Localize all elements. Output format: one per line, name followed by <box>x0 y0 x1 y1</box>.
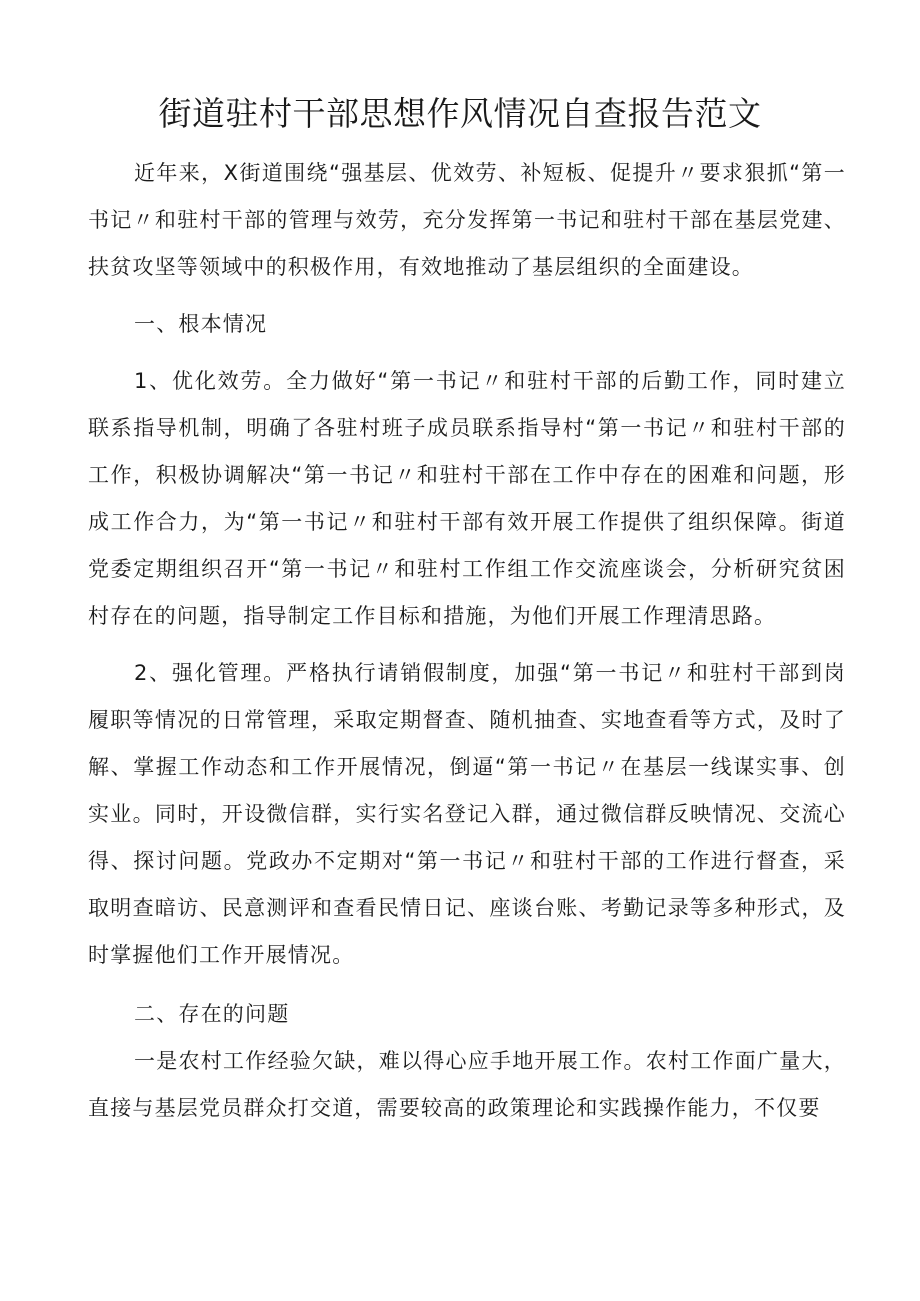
intro-paragraph: 近年来，X街道围绕“强基层、优效劳、补短板、促提升〃要求狠抓“第一书记〃和驻村干部的管理与效劳，充分发挥第一书记和驻村干部在基层党建、扶贫攻坚等领域中的积极作用，有效地推动了基层组织的全面建设。 <box>88 161 846 279</box>
document-body <box>88 150 846 1132</box>
section-heading-basic-situation: 一、根本情况 <box>134 312 268 336</box>
section-heading-existing-problems: 二、存在的问题 <box>134 1002 290 1026</box>
paragraph-problem-one: 一是农村工作经验欠缺，难以得心应手地开展工作。农村工作面广量大，直接与基层党员群众打交道，需要较高的政策理论和实践操作能力，不仅要 <box>88 1049 846 1120</box>
paragraph-optimize-service: 1、优化效劳。全力做好“第一书记〃和驻村干部的后勤工作，同时建立联系指导机制，明确了各驻村班子成员联系指导村“第一书记〃和驻村干部的工作，积极协调解决“第一书记〃和驻村干部在工作中存在的困难和问题，形成工作合力，为“第一书记〃和驻村干部有效开展工作提供了组织保障。街道党委定期组织召开“第一书记〃和驻村工作组工作交流座谈会，分析研究贫困村存在的问题，指导制定工作目标和措施，为他们开展工作理清思路。 <box>88 369 846 628</box>
paragraph-strengthen-management: 2、强化管理。严格执行请销假制度，加强“第一书记〃和驻村干部到岗履职等情况的日常管理，采取定期督查、随机抽查、实地查看等方式，及时了解、掌握工作动态和工作开展情况，倒逼“第一书记〃在基层一线谋实事、创实业。同时，开设微信群，实行实名登记入群，通过微信群反映情况、交流心得、探讨问题。党政办不定期对“第一书记〃和驻村干部的工作进行督查，采取明查暗访、民意测评和查看民情日记、座谈台账、考勤记录等多种形式，及时掌握他们工作开展情况。 <box>88 661 846 967</box>
document-title: 街道驻村干部思想作风情况自查报告范文 <box>158 94 762 133</box>
